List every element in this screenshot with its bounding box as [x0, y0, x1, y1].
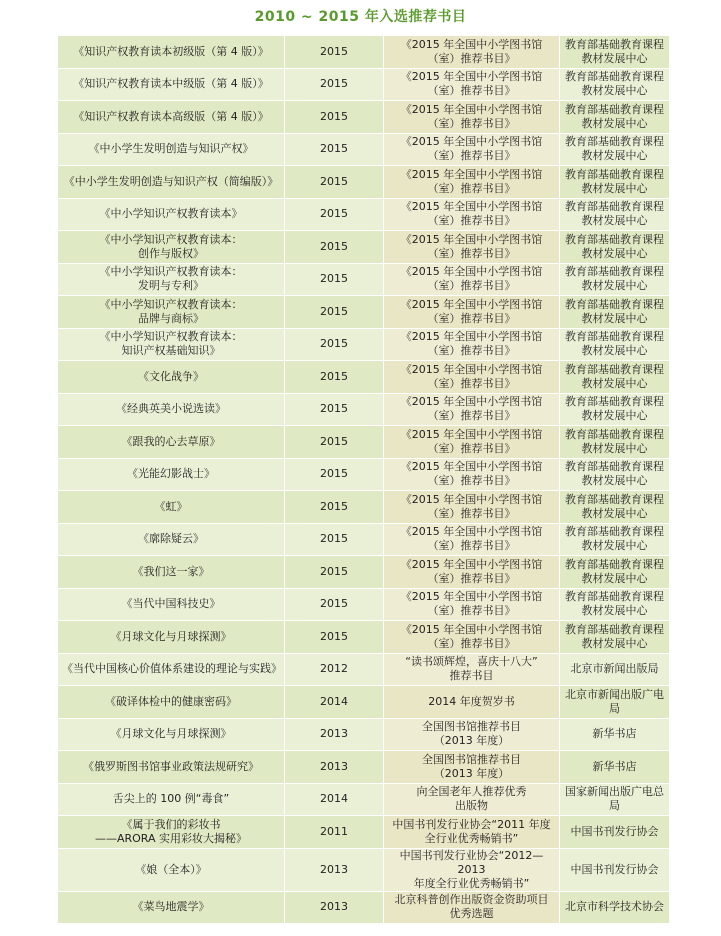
- recommended-list-cell: 《2015 年全国中小学图书馆 （室）推荐书目》: [384, 68, 560, 101]
- organization-cell: 教育部基础教育课程 教材发展中心: [560, 556, 670, 589]
- book-title-cell: 《中小学生发明创造与知识产权（简编版）》: [58, 166, 285, 199]
- table-row: [58, 458, 670, 491]
- book-title-cell: 《菜鸟地震学》: [58, 891, 285, 924]
- year-cell: 2015: [285, 458, 384, 491]
- table-row: [58, 523, 670, 556]
- table-row: [58, 891, 670, 924]
- organization-cell: 教育部基础教育课程 教材发展中心: [560, 166, 670, 199]
- recommended-list-cell: “读书颂辉煌，喜庆十八大” 推荐书目: [384, 653, 560, 686]
- recommended-list-cell: 全国图书馆推荐书目 （2013 年度）: [384, 751, 560, 784]
- table-row: [58, 166, 670, 199]
- recommended-list-cell: 《2015 年全国中小学图书馆 （室）推荐书目》: [384, 621, 560, 654]
- year-cell: 2013: [285, 891, 384, 924]
- year-cell: 2015: [285, 588, 384, 621]
- year-cell: 2013: [285, 718, 384, 751]
- book-title-cell: 《当代中国科技史》: [58, 588, 285, 621]
- year-cell: 2015: [285, 361, 384, 394]
- organization-cell: 北京市科学技术协会: [560, 891, 670, 924]
- year-cell: 2015: [285, 133, 384, 166]
- year-cell: 2013: [285, 848, 384, 891]
- organization-cell: 新华书店: [560, 751, 670, 784]
- year-cell: 2015: [285, 523, 384, 556]
- table-row: [58, 263, 670, 296]
- table-row: [58, 783, 670, 816]
- table-row: [58, 653, 670, 686]
- recommended-list-cell: 《2015 年全国中小学图书馆 （室）推荐书目》: [384, 263, 560, 296]
- recommended-list-cell: 《2015 年全国中小学图书馆 （室）推荐书目》: [384, 328, 560, 361]
- recommended-list-cell: 《2015 年全国中小学图书馆 （室）推荐书目》: [384, 523, 560, 556]
- book-title-cell: 《我们这一家》: [58, 556, 285, 589]
- year-cell: 2015: [285, 491, 384, 524]
- organization-cell: 中国书刊发行协会: [560, 848, 670, 891]
- organization-cell: 新华书店: [560, 718, 670, 751]
- organization-cell: 教育部基础教育课程 教材发展中心: [560, 36, 670, 69]
- year-cell: 2015: [285, 68, 384, 101]
- recommended-list-cell: 《2015 年全国中小学图书馆 （室）推荐书目》: [384, 458, 560, 491]
- table-row: [58, 816, 670, 849]
- book-title-cell: 《虹》: [58, 491, 285, 524]
- book-title-cell: 《破译体检中的健康密码》: [58, 686, 285, 719]
- year-cell: 2015: [285, 101, 384, 134]
- table-row: [58, 198, 670, 231]
- recommended-list-cell: 《2015 年全国中小学图书馆 （室）推荐书目》: [384, 36, 560, 69]
- book-title-cell: 《中小学知识产权教育读本： 知识产权基础知识》: [58, 328, 285, 361]
- book-title-cell: 《属于我们的彩妆书 ——ARORA 实用彩妆大揭秘》: [58, 816, 285, 849]
- recommended-list-cell: 《2015 年全国中小学图书馆 （室）推荐书目》: [384, 556, 560, 589]
- recommended-list-cell: 《2015 年全国中小学图书馆 （室）推荐书目》: [384, 361, 560, 394]
- table-row: [58, 101, 670, 134]
- organization-cell: 教育部基础教育课程 教材发展中心: [560, 458, 670, 491]
- book-title-cell: 《中小学知识产权教育读本： 创作与版权》: [58, 231, 285, 264]
- recommended-list-cell: 《2015 年全国中小学图书馆 （室）推荐书目》: [384, 588, 560, 621]
- recommended-list-cell: 北京科普创作出版资金资助项目 优秀选题: [384, 891, 560, 924]
- book-title-cell: 《光能幻影战士》: [58, 458, 285, 491]
- table-row: [58, 751, 670, 784]
- recommended-list-cell: 《2015 年全国中小学图书馆 （室）推荐书目》: [384, 426, 560, 459]
- table-row: [58, 68, 670, 101]
- organization-cell: 教育部基础教育课程 教材发展中心: [560, 588, 670, 621]
- organization-cell: 中国书刊发行协会: [560, 816, 670, 849]
- book-title-cell: 《廓除疑云》: [58, 523, 285, 556]
- year-cell: 2015: [285, 198, 384, 231]
- recommended-list-cell: 《2015 年全国中小学图书馆 （室）推荐书目》: [384, 491, 560, 524]
- table-row: [58, 718, 670, 751]
- table-row: [58, 686, 670, 719]
- book-title-cell: 《知识产权教育读本初级版（第 4 版）》: [58, 36, 285, 69]
- table-row: [58, 588, 670, 621]
- organization-cell: 教育部基础教育课程 教材发展中心: [560, 133, 670, 166]
- book-title-cell: 《文化战争》: [58, 361, 285, 394]
- book-title-cell: 舌尖上的 100 例“毒食”: [58, 783, 285, 816]
- recommended-list-cell: 《2015 年全国中小学图书馆 （室）推荐书目》: [384, 231, 560, 264]
- table-body: [58, 36, 670, 924]
- organization-cell: 教育部基础教育课程 教材发展中心: [560, 621, 670, 654]
- recommended-list-cell: 《2015 年全国中小学图书馆 （室）推荐书目》: [384, 296, 560, 329]
- year-cell: 2013: [285, 751, 384, 784]
- recommended-list-cell: 向全国老年人推荐优秀 出版物: [384, 783, 560, 816]
- table-row: [58, 848, 670, 891]
- book-title-cell: 《经典英美小说选读》: [58, 393, 285, 426]
- book-title-cell: 《中小学知识产权教育读本： 发明与专利》: [58, 263, 285, 296]
- book-title-cell: 《娘（全本）》: [58, 848, 285, 891]
- table-row: [58, 296, 670, 329]
- organization-cell: 教育部基础教育课程 教材发展中心: [560, 426, 670, 459]
- book-title-cell: 《知识产权教育读本高级版（第 4 版）》: [58, 101, 285, 134]
- recommended-list-cell: 《2015 年全国中小学图书馆 （室）推荐书目》: [384, 166, 560, 199]
- year-cell: 2011: [285, 816, 384, 849]
- table-row: [58, 621, 670, 654]
- recommended-list-cell: 2014 年度贺岁书: [384, 686, 560, 719]
- book-title-cell: 《知识产权教育读本中级版（第 4 版）》: [58, 68, 285, 101]
- table-row: [58, 231, 670, 264]
- organization-cell: 教育部基础教育课程 教材发展中心: [560, 393, 670, 426]
- table-row: [58, 426, 670, 459]
- recommended-list-cell: 《2015 年全国中小学图书馆 （室）推荐书目》: [384, 198, 560, 231]
- table-row: [58, 133, 670, 166]
- page-title: 2010 ~ 2015 年入选推荐书目: [254, 9, 467, 25]
- year-cell: 2015: [285, 556, 384, 589]
- year-cell: 2015: [285, 328, 384, 361]
- organization-cell: 教育部基础教育课程 教材发展中心: [560, 491, 670, 524]
- book-title-cell: 《俄罗斯图书馆事业政策法规研究》: [58, 751, 285, 784]
- organization-cell: 国家新闻出版广电总局: [560, 783, 670, 816]
- table-row: [58, 556, 670, 589]
- organization-cell: 北京市新闻出版广电局: [560, 686, 670, 719]
- year-cell: 2014: [285, 783, 384, 816]
- table-row: [58, 491, 670, 524]
- book-title-cell: 《中小学生发明创造与知识产权》: [58, 133, 285, 166]
- year-cell: 2015: [285, 621, 384, 654]
- year-cell: 2012: [285, 653, 384, 686]
- organization-cell: 教育部基础教育课程 教材发展中心: [560, 68, 670, 101]
- book-title-cell: 《中小学知识产权教育读本： 品牌与商标》: [58, 296, 285, 329]
- book-title-cell: 《中小学知识产权教育读本》: [58, 198, 285, 231]
- table-row: [58, 328, 670, 361]
- organization-cell: 教育部基础教育课程 教材发展中心: [560, 361, 670, 394]
- year-cell: 2015: [285, 426, 384, 459]
- recommended-list-cell: 中国书刊发行业协会“2012—2013 年度全行业优秀畅销书”: [384, 848, 560, 891]
- recommended-list-cell: 《2015 年全国中小学图书馆 （室）推荐书目》: [384, 101, 560, 134]
- book-title-cell: 《当代中国核心价值体系建设的理论与实践》: [58, 653, 285, 686]
- organization-cell: 教育部基础教育课程 教材发展中心: [560, 263, 670, 296]
- organization-cell: 教育部基础教育课程 教材发展中心: [560, 296, 670, 329]
- organization-cell: 北京市新闻出版局: [560, 653, 670, 686]
- book-title-cell: 《月球文化与月球探测》: [58, 718, 285, 751]
- organization-cell: 教育部基础教育课程 教材发展中心: [560, 101, 670, 134]
- organization-cell: 教育部基础教育课程 教材发展中心: [560, 198, 670, 231]
- year-cell: 2015: [285, 393, 384, 426]
- recommended-list-cell: 中国书刊发行业协会“2011 年度 全行业优秀畅销书”: [384, 816, 560, 849]
- recommended-list-cell: 《2015 年全国中小学图书馆 （室）推荐书目》: [384, 393, 560, 426]
- table-row: [58, 36, 670, 69]
- book-title-cell: 《月球文化与月球探测》: [58, 621, 285, 654]
- organization-cell: 教育部基础教育课程 教材发展中心: [560, 231, 670, 264]
- year-cell: 2015: [285, 296, 384, 329]
- book-title-cell: 《跟我的心去草原》: [58, 426, 285, 459]
- organization-cell: 教育部基础教育课程 教材发展中心: [560, 328, 670, 361]
- recommended-list-cell: 《2015 年全国中小学图书馆 （室）推荐书目》: [384, 133, 560, 166]
- recommended-list-cell: 全国图书馆推荐书目 （2013 年度）: [384, 718, 560, 751]
- table-row: [58, 361, 670, 394]
- year-cell: 2015: [285, 263, 384, 296]
- year-cell: 2015: [285, 231, 384, 264]
- table-row: [58, 393, 670, 426]
- organization-cell: 教育部基础教育课程 教材发展中心: [560, 523, 670, 556]
- recommended-books-table: [57, 35, 670, 924]
- year-cell: 2015: [285, 166, 384, 199]
- year-cell: 2015: [285, 36, 384, 69]
- year-cell: 2014: [285, 686, 384, 719]
